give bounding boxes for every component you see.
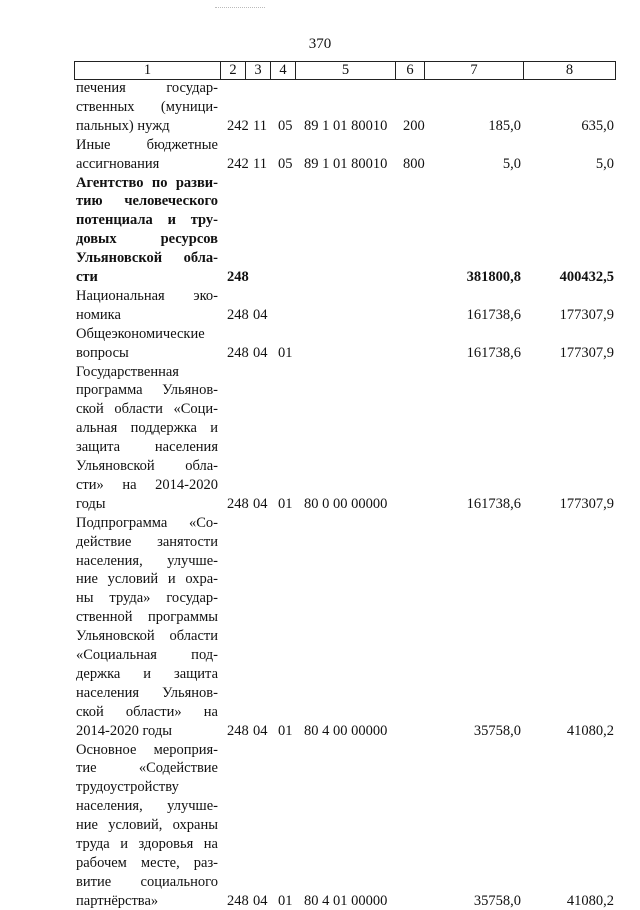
table-row (0, 684, 640, 702)
table-row (0, 854, 640, 872)
col-header-4: 4 (271, 62, 296, 80)
table-row (0, 778, 640, 796)
table-row (0, 892, 640, 910)
table-row (0, 268, 640, 286)
cell-amount-2020: 177307,9 (559, 344, 614, 361)
table-row (0, 589, 640, 607)
table-row (0, 155, 640, 173)
cell-amount-2020: 177307,9 (559, 306, 614, 323)
cell-description: защита населения (76, 439, 218, 456)
cell-description: населения Ульянов- (76, 684, 218, 701)
cell-description: ственной программы (76, 609, 218, 626)
cell-description: витие социального (76, 873, 218, 890)
cell-grbs-code: 248 (227, 344, 249, 361)
table-row (0, 495, 640, 513)
cell-subsection: 01 (278, 344, 293, 361)
cell-grbs-code: 248 (227, 306, 249, 323)
cell-description: ской области» на (76, 703, 218, 720)
cell-amount-2019: 161738,6 (466, 495, 521, 512)
cell-subsection: 05 (278, 117, 293, 134)
cell-description: рабочем месте, раз- (76, 854, 218, 871)
table-row (0, 570, 640, 588)
cell-amount-2019: 5,0 (502, 155, 521, 172)
col-header-8: 8 (524, 62, 616, 80)
cell-description: «Социальная под- (76, 647, 218, 663)
cell-section: 04 (253, 722, 268, 739)
table-row (0, 98, 640, 116)
table-row (0, 552, 640, 570)
cell-amount-2020: 635,0 (581, 117, 614, 134)
cell-description: вопросы (76, 344, 129, 361)
table-row (0, 117, 640, 135)
cell-description: ние условий, охраны (76, 817, 218, 834)
cell-amount-2020: 41080,2 (566, 722, 614, 739)
cell-description: 2014-2020 годы (76, 722, 172, 739)
table-row (0, 457, 640, 475)
cell-amount-2019: 35758,0 (473, 722, 521, 739)
cell-description: Подпрограмма «Со- (76, 514, 218, 531)
cell-amount-2020: 177307,9 (559, 495, 614, 512)
table-row (0, 287, 640, 305)
cell-description: печения государ- (76, 80, 218, 96)
cell-target-article: 89 1 01 80010 (304, 117, 388, 134)
table-row (0, 174, 640, 192)
table-row (0, 665, 640, 683)
cell-description: годы (76, 495, 106, 512)
table-row (0, 344, 640, 362)
cell-amount-2019: 35758,0 (473, 892, 521, 909)
cell-description: труда и здоровья на (76, 836, 218, 852)
table-row (0, 79, 640, 97)
cell-description: Ульяновской области (76, 628, 218, 645)
cell-target-article: 89 1 01 80010 (304, 155, 388, 172)
cell-amount-2020: 41080,2 (566, 892, 614, 909)
cell-expense-type: 200 (403, 117, 425, 134)
cell-section: 04 (253, 495, 268, 512)
table-row (0, 230, 640, 248)
table-row (0, 608, 640, 626)
cell-description: ние условий и охра- (76, 571, 218, 588)
cell-description: Национальная эко- (76, 287, 218, 304)
table-row (0, 325, 640, 343)
table-row (0, 703, 640, 721)
cell-description: населения, улучше- (76, 798, 218, 815)
cell-target-article: 80 4 01 00000 (304, 892, 388, 909)
cell-description: Ульяновской обла- (76, 458, 218, 474)
cell-section: 11 (253, 155, 267, 172)
table-row (0, 759, 640, 777)
cell-grbs-code: 248 (227, 892, 249, 909)
cell-amount-2019: 161738,6 (466, 306, 521, 323)
table-row (0, 306, 640, 324)
cell-grbs-code: 242 (227, 117, 249, 134)
scan-artifact (215, 7, 265, 9)
cell-amount-2020: 5,0 (595, 155, 614, 172)
cell-description: Государственная (76, 363, 179, 380)
cell-description: тию человеческого (76, 193, 218, 210)
cell-expense-type: 800 (403, 155, 425, 172)
cell-description: действие занятости (76, 533, 218, 550)
cell-description: ны труда» государ- (76, 590, 218, 607)
cell-description: тие «Содействие (76, 760, 218, 777)
cell-target-article: 80 0 00 00000 (304, 495, 388, 512)
cell-grbs-code: 242 (227, 155, 249, 172)
col-header-6: 6 (396, 62, 425, 80)
cell-description: Ульяновской обла- (76, 250, 218, 267)
cell-description: номика (76, 306, 121, 323)
cell-description: населения, улучше- (76, 552, 218, 569)
col-header-2: 2 (221, 62, 246, 80)
table-row (0, 722, 640, 740)
cell-description: Общеэкономические (76, 325, 205, 342)
table-row (0, 400, 640, 418)
table-row (0, 514, 640, 532)
cell-grbs-code: 248 (227, 269, 249, 285)
table-row (0, 627, 640, 645)
table-row (0, 873, 640, 891)
table-row (0, 835, 640, 853)
cell-subsection: 01 (278, 495, 293, 512)
table-row (0, 419, 640, 437)
cell-description: партнёрства» (76, 892, 159, 909)
cell-amount-2019: 381800,8 (466, 269, 521, 285)
table-row (0, 741, 640, 759)
col-header-3: 3 (246, 62, 271, 80)
cell-description: Иные бюджетные (76, 136, 218, 153)
cell-description: альная поддержка и (76, 420, 218, 437)
table-row (0, 646, 640, 664)
table-row (0, 363, 640, 381)
cell-subsection: 05 (278, 155, 293, 172)
cell-description: довых ресурсов (76, 231, 218, 248)
table-row (0, 192, 640, 210)
col-header-7: 7 (425, 62, 524, 80)
page-number: 370 (308, 36, 332, 52)
table-row (0, 136, 640, 154)
cell-section: 11 (253, 117, 267, 134)
col-header-1: 1 (75, 62, 221, 80)
cell-description: держка и защита (76, 665, 218, 682)
cell-section: 04 (253, 892, 268, 909)
cell-amount-2019: 185,0 (488, 117, 521, 134)
table-row (0, 381, 640, 399)
cell-amount-2019: 161738,6 (466, 344, 521, 361)
col-header-5: 5 (296, 62, 396, 80)
cell-description: Основное мероприя- (76, 741, 218, 758)
cell-grbs-code: 248 (227, 722, 249, 739)
cell-amount-2020: 400432,5 (559, 269, 614, 285)
cell-target-article: 80 4 00 00000 (304, 722, 388, 739)
table-row (0, 816, 640, 834)
cell-description: программа Ульянов- (76, 382, 218, 399)
cell-description: ской области «Соци- (76, 401, 218, 418)
table-row (0, 438, 640, 456)
table-row (0, 533, 640, 551)
cell-description: Агентство по разви- (76, 174, 218, 191)
cell-description: сти (76, 269, 98, 285)
cell-subsection: 01 (278, 722, 293, 739)
cell-description: пальных) нужд (76, 117, 170, 134)
table-row (0, 476, 640, 494)
cell-section: 04 (253, 306, 268, 323)
cell-section: 04 (253, 344, 268, 361)
cell-description: сти» на 2014-2020 (76, 476, 218, 493)
cell-grbs-code: 248 (227, 495, 249, 512)
column-header-row (74, 61, 616, 80)
cell-description: ассигнования (76, 155, 160, 172)
cell-description: потенциала и тру- (76, 212, 218, 229)
table-row (0, 211, 640, 229)
table-row (0, 797, 640, 815)
cell-description: трудоустройству (76, 779, 179, 796)
cell-subsection: 01 (278, 892, 293, 909)
table-row (0, 249, 640, 267)
cell-description: ственных (муници- (76, 98, 218, 115)
